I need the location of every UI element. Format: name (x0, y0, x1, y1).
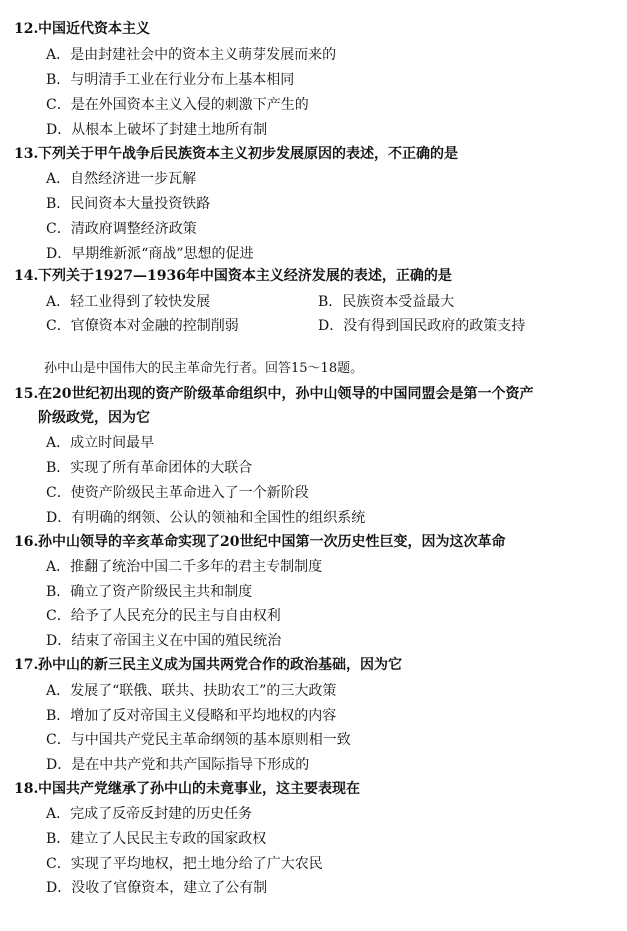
question-16-option-c: C．给予了人民充分的民主与自由权利 (46, 608, 281, 624)
question-12-option-b: B．与明清手工业在行业分布上基本相同 (46, 72, 295, 88)
question-15-option-c: C．使资产阶级民主革命进入了一个新阶段 (46, 485, 309, 501)
question-12-option-d: D．从根本上破坏了封建土地所有制 (46, 122, 268, 138)
question-15-option-a: A．成立时间最早 (46, 435, 155, 451)
question-13-option-a: A．自然经济进一步瓦解 (46, 171, 197, 187)
question-15-stem (14, 383, 614, 403)
section-intro: 孙中山是中国伟大的民主革命先行者。回答15～18题。 (44, 361, 364, 376)
question-13-option-c: C．清政府调整经济政策 (46, 221, 197, 237)
question-number: 13. (14, 146, 39, 162)
question-18-option-d: D．没收了官僚资本，建立了公有制 (46, 880, 268, 896)
question-13-option-b: B．民间资本大量投资铁路 (46, 196, 211, 212)
stem-text: 孙中山的新三民主义成为国共两党合作的政治基础，因为它 (38, 657, 402, 673)
question-17-option-d: D．是在中共产党和共产国际指导下形成的 (46, 757, 310, 773)
question-number: 16. (14, 534, 39, 550)
question-15-stem-continued: 阶级政党，因为它 (38, 410, 150, 426)
question-15-option-b: B．实现了所有革命团体的大联合 (46, 460, 253, 476)
stem-text: 下列关于甲午战争后民族资本主义初步发展原因的表述，不正确的是 (38, 146, 458, 162)
question-13-option-d: D．早期维新派“商战”思想的促进 (46, 246, 254, 262)
question-15-option-d: D．有明确的纲领、公认的领袖和全国性的组织系统 (46, 510, 366, 526)
question-number: 18. (14, 781, 39, 797)
question-12-stem (14, 18, 614, 38)
question-number: 12. (14, 21, 39, 37)
stem-text: 下列关于1927—1936年中国资本主义经济发展的表述，正确的是 (38, 268, 452, 284)
question-14-option-d: D．没有得到国民政府的政策支持 (318, 318, 526, 334)
question-14-stem (14, 265, 614, 285)
question-17-option-b: B．增加了反对帝国主义侵略和平均地权的内容 (46, 708, 337, 724)
question-17-option-a: A．发展了“联俄、联共、扶助农工”的三大政策 (46, 683, 337, 699)
question-14-option-a: A．轻工业得到了较快发展 (46, 294, 211, 310)
question-18-option-a: A．完成了反帝反封建的历史任务 (46, 806, 253, 822)
question-17-option-c: C．与中国共产党民主革命纲领的基本原则相一致 (46, 732, 351, 748)
stem-text: 中国近代资本主义 (38, 21, 150, 37)
question-16-option-d: D．结束了帝国主义在中国的殖民统治 (46, 633, 282, 649)
question-14-option-c: C．官僚资本对金融的控制削弱 (46, 318, 239, 334)
question-12-option-c: C．是在外国资本主义入侵的刺激下产生的 (46, 97, 309, 113)
stem-text: 中国共产党继承了孙中山的未竟事业，这主要表现在 (38, 781, 360, 797)
question-13-stem (14, 143, 614, 163)
question-16-option-b: B．确立了资产阶级民主共和制度 (46, 584, 253, 600)
question-18-option-c: C．实现了平均地权，把土地分给了广大农民 (46, 856, 323, 872)
question-16-option-a: A．推翻了统治中国二千多年的君主专制制度 (46, 559, 323, 575)
question-17-stem (14, 654, 614, 674)
question-number: 15. (14, 386, 39, 402)
question-number: 17. (14, 657, 39, 673)
stem-text: 在20世纪初出现的资产阶级革命组织中，孙中山领导的中国同盟会是第一个资产 (38, 386, 534, 402)
question-number: 14. (14, 268, 39, 284)
question-14-option-b: B．民族资本受益最大 (318, 294, 455, 310)
question-16-stem (14, 531, 614, 551)
question-18-stem (14, 778, 614, 798)
question-18-option-b: B．建立了人民民主专政的国家政权 (46, 831, 267, 847)
stem-text: 孙中山领导的辛亥革命实现了20世纪中国第一次历史性巨变，因为这次革命 (38, 534, 506, 550)
question-12-option-a: A．是由封建社会中的资本主义萌芽发展而来的 (46, 47, 337, 63)
